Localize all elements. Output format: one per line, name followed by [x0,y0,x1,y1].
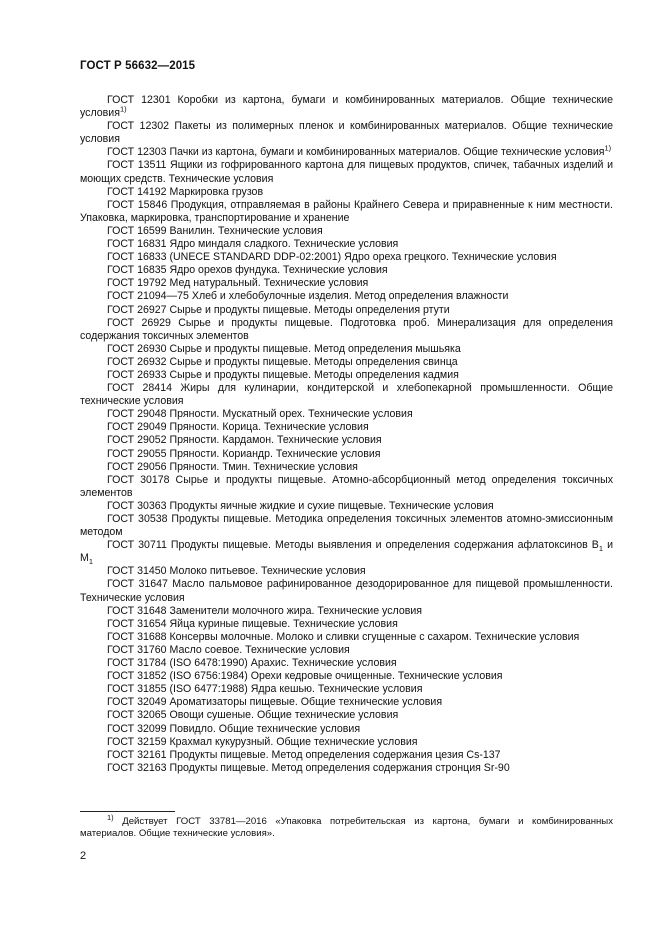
reference-entry [80,186,613,199]
reference-entry [80,199,613,225]
reference-entry [80,304,613,317]
reference-text: ГОСТ 12302 Пакеты из полимерных пленок и комбинированных материалов. Общие технические условия [80,120,613,146]
reference-text: ГОСТ 14192 Маркировка грузов [107,185,264,198]
reference-text: ГОСТ 12301 Коробки из картона, бумаги и комбинированных материалов. Общие технические условия [80,94,613,120]
reference-text: ГОСТ 26927 Сырье и продукты пищевые. Методы определения ртути [107,303,450,316]
reference-entry [80,159,613,185]
reference-entry [80,143,613,159]
footnote-text: Действует ГОСТ 33781—2016 «Упаковка потребительская из картона, бумаги и комбинированных материалов. Общие технические условия». [80,816,613,839]
reference-entry [80,696,613,709]
reference-entry [80,513,613,539]
reference-entry [80,749,613,762]
reference-text: ГОСТ 31852 (ISO 6756:1984) Орехи кедровые очищенные. Технические условия [107,670,503,683]
footnote-reference-mark: 1) [119,104,127,114]
reference-entry [80,448,613,461]
reference-text: ГОСТ 32049 Ароматизаторы пищевые. Общие технические условия [107,696,443,709]
reference-text: ГОСТ 31450 Молоко питьевое. Технические условия [107,565,366,578]
reference-entry [80,251,613,264]
reference-entry [80,657,613,670]
footnote-mark: 1) [107,812,114,822]
reference-entry [80,277,613,290]
normative-references-list [80,94,613,775]
reference-entry [80,382,613,408]
reference-entry [80,356,613,369]
reference-text: ГОСТ 31855 (ISO 6477:1988) Ядра кешью. Технические условия [107,683,423,696]
reference-entry [80,474,613,500]
reference-entry [80,343,613,356]
reference-text: ГОСТ 26929 Сырье и продукты пищевые. Подготовка проб. Минерализация для определения содержания токсичных элементов [80,316,613,342]
reference-text: ГОСТ 21094—75 Хлеб и хлебобулочные изделия. Метод определения влажности [107,290,509,303]
page-number: 2 [80,850,87,862]
reference-entry [80,264,613,277]
reference-entry [80,434,613,447]
reference-entry [80,120,613,146]
reference-entry [80,461,613,474]
reference-entry [80,736,613,749]
reference-entry [80,605,613,618]
reference-entry [80,539,613,565]
reference-text: ГОСТ 30538 Продукты пищевые. Методика определения токсичных элементов атомно-эмиссионным методом [80,513,613,539]
reference-text: ГОСТ 31654 Яйца куриные пищевые. Технические условия [107,617,398,630]
page-header-standard-number: ГОСТ Р 56632—2015 [80,60,196,72]
reference-entry [80,670,613,683]
reference-text: ГОСТ 29056 Пряности. Тмин. Технические условия [107,460,358,473]
reference-entry [80,94,613,120]
reference-entry [80,709,613,722]
reference-text: ГОСТ 32163 Продукты пищевые. Метод определения содержания стронция Sr-90 [107,761,510,774]
reference-text: ГОСТ 32099 Повидло. Общие технические условия [107,722,361,735]
reference-text: ГОСТ 12303 Пачки из картона, бумаги и комбинированных материалов. Общие технические условия [107,146,605,159]
reference-text: ГОСТ 30363 Продукты яичные жидкие и сухие пищевые. Технические условия [107,499,494,512]
reference-text: ГОСТ 31760 Масло соевое. Технические условия [107,643,350,656]
reference-entry [80,317,613,343]
reference-text: ГОСТ 32065 Овощи сушеные. Общие технические условия [107,709,399,722]
reference-entry [80,683,613,696]
reference-text: ГОСТ 13511 Ящики из гофрированного картона для пищевых продуктов, спичек, табачных изделий и моющих средств. Технические условия [80,159,613,185]
footnote-reference-mark: 1) [604,143,612,153]
reference-text: ГОСТ 31784 (ISO 6478:1990) Арахис. Технические условия [107,657,397,670]
reference-text: ГОСТ 29049 Пряности. Корица. Технические условия [107,421,369,434]
reference-text: ГОСТ 29052 Пряности. Кардамон. Технические условия [107,434,382,447]
footnote-separator [80,811,175,812]
reference-entry [80,644,613,657]
reference-text: ГОСТ 28414 Жиры для кулинарии, кондитерской и хлебопекарной промышленности. Общие технические условия [80,382,613,408]
reference-text: ГОСТ 26933 Сырье и продукты пищевые. Методы определения кадмия [107,368,459,381]
reference-text: ГОСТ 29048 Пряности. Мускатный орех. Технические условия [107,408,413,421]
reference-entry [80,631,613,644]
reference-entry [80,762,613,775]
reference-text: и М [80,539,613,565]
reference-text: ГОСТ 16599 Ванилин. Технические условия [107,224,323,237]
reference-text: ГОСТ 19792 Мед натуральный. Технические условия [107,277,369,290]
reference-text: ГОСТ 30178 Сырье и продукты пищевые. Атомно-абсорбционный метод определения токсичных элементов [80,473,613,499]
subscript: 1 [598,544,604,554]
subscript: 1 [88,557,93,567]
reference-text: ГОСТ 15846 Продукция, отправляемая в районы Крайнего Севера и приравненные к ним местности. Упаковка, маркировка, транспортирование и хранение [80,198,613,224]
reference-text: ГОСТ 16835 Ядро орехов фундука. Технические условия [107,264,388,277]
reference-text: ГОСТ 31648 Заменители молочного жира. Технические условия [107,604,422,617]
reference-entry [80,369,613,382]
reference-entry [80,618,613,631]
footnote [80,812,613,840]
reference-entry [80,290,613,303]
reference-entry [80,238,613,251]
reference-entry [80,408,613,421]
reference-text: ГОСТ 32159 Крахмал кукурузный. Общие технические условия [107,735,418,748]
reference-entry [80,578,613,604]
reference-entry [80,723,613,736]
reference-entry [80,225,613,238]
reference-text: ГОСТ 26930 Сырье и продукты пищевые. Метод определения мышьяка [107,342,461,355]
reference-text: ГОСТ 29055 Пряности. Кориандр. Технические условия [107,447,381,460]
reference-entry [80,421,613,434]
reference-text: ГОСТ 26932 Сырье и продукты пищевые. Методы определения свинца [107,355,458,368]
reference-text: ГОСТ 16831 Ядро миндаля сладкого. Технические условия [107,238,399,251]
reference-entry [80,500,613,513]
reference-text: ГОСТ 30711 Продукты пищевые. Методы выявления и определения содержания афлатоксинов В [107,539,599,552]
reference-text: ГОСТ 31688 Консервы молочные. Молоко и сливки сгущенные с сахаром. Технические условия [107,630,580,643]
reference-text: ГОСТ 16833 (UNECE STANDARD DDP-02:2001) Ядро ореха грецкого. Технические условия [107,251,557,264]
reference-text: ГОСТ 32161 Продукты пищевые. Метод определения содержания цезия Cs-137 [107,748,501,761]
reference-entry [80,565,613,578]
reference-text: ГОСТ 31647 Масло пальмовое рафинированное дезодорированное для пищевой промышленности. Технические условия [80,578,613,604]
